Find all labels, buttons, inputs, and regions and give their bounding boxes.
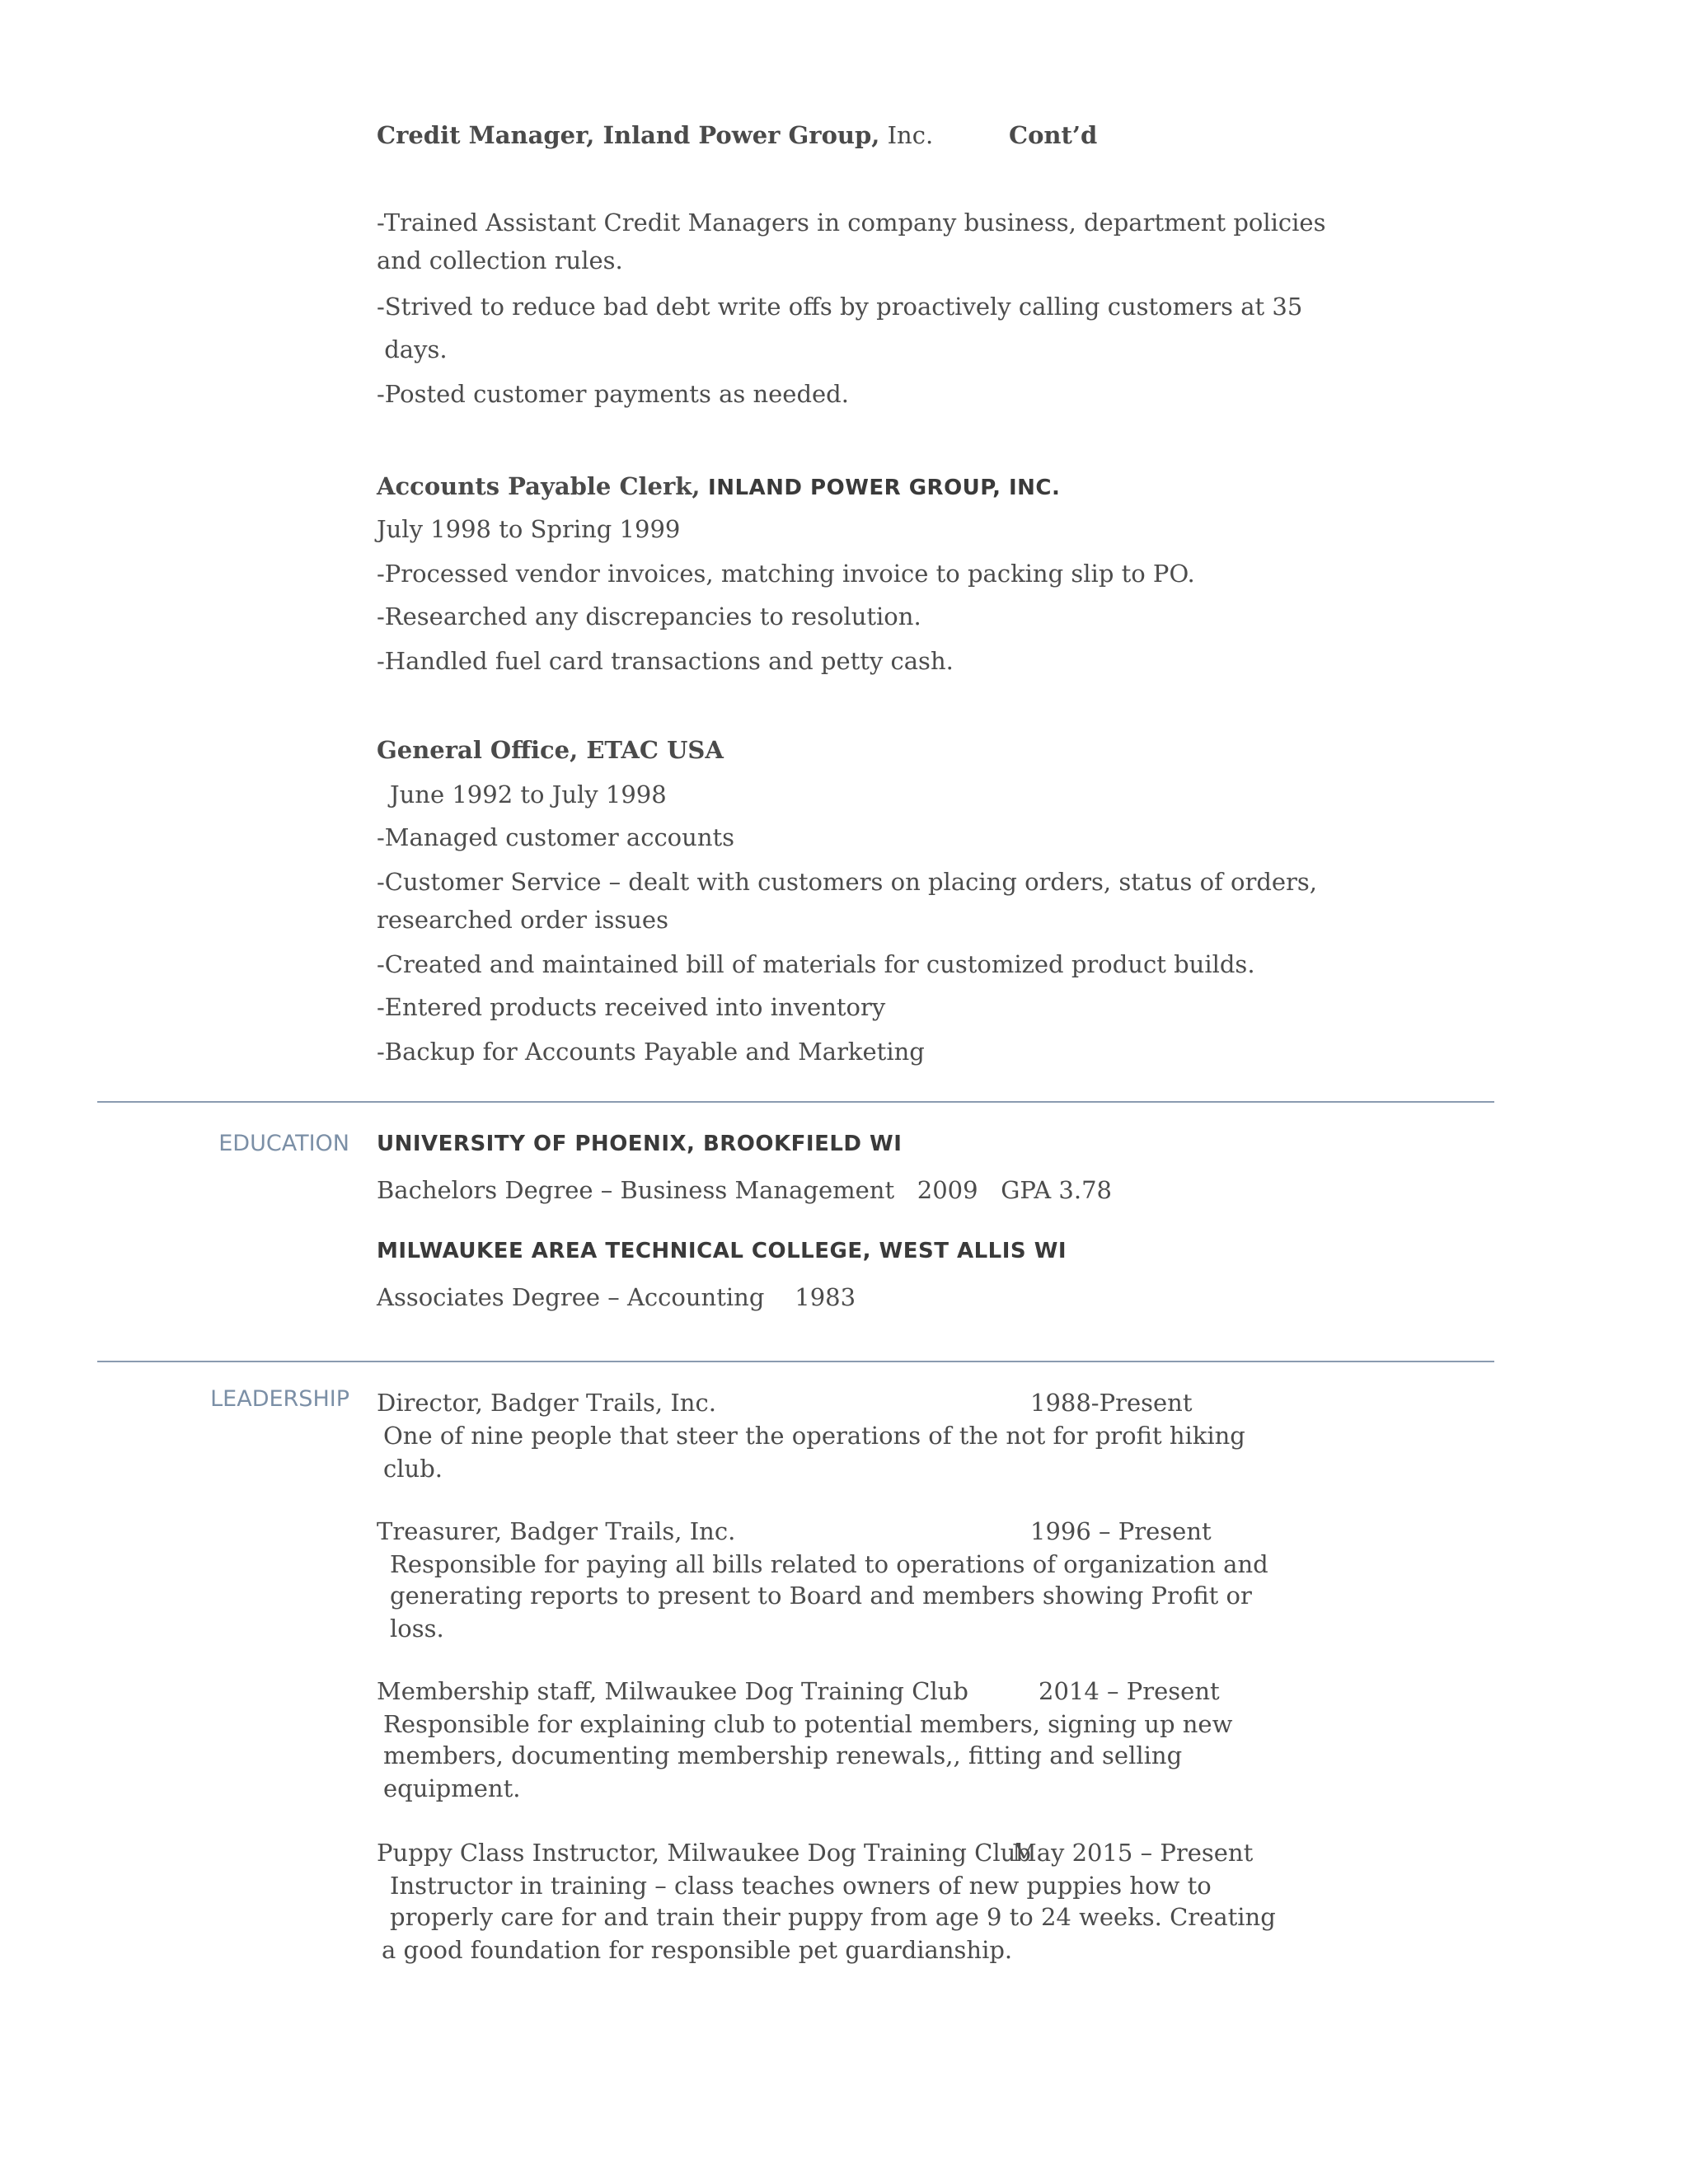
role-dates: May 2015 – Present	[1012, 1839, 1254, 1867]
bullet-line: -Entered products received into inventory	[377, 993, 886, 1021]
job-title-credit-manager	[377, 119, 933, 152]
degree-line: Associates Degree – Accounting 1983	[377, 1283, 856, 1311]
job-dates: June 1992 to July 1998	[390, 780, 667, 808]
job-title-bold: Credit Manager, Inland Power Group,	[377, 121, 880, 149]
role-dates: 2014 – Present	[1039, 1677, 1220, 1705]
bullet-line: -Processed vendor invoices, matching invoice to packing slip to PO.	[377, 560, 1195, 588]
section-divider	[97, 1101, 1494, 1103]
bullet-line: researched order issues	[377, 906, 668, 934]
role-description: equipment.	[383, 1774, 521, 1802]
job-dates: July 1998 to Spring 1999	[377, 515, 681, 543]
job-company: INLAND POWER GROUP, INC.	[700, 476, 1061, 500]
bullet-line: -Trained Assistant Credit Managers in company business, department policies	[377, 209, 1326, 237]
role-description: loss.	[390, 1615, 444, 1643]
role-title: Puppy Class Instructor, Milwaukee Dog Training Club	[377, 1839, 1031, 1867]
role-description: a good foundation for responsible pet guardianship.	[382, 1936, 1013, 1964]
job-title-accounts-payable	[377, 470, 1060, 504]
bullet-line: -Customer Service – dealt with customers on placing orders, status of orders,	[377, 868, 1318, 896]
school-name: UNIVERSITY OF PHOENIX, BROOKFIELD WI	[377, 1132, 903, 1156]
school-name: MILWAUKEE AREA TECHNICAL COLLEGE, WEST ALLIS WI	[377, 1239, 1067, 1263]
bullet-line: days.	[377, 335, 448, 363]
role-description: generating reports to present to Board and members showing Profit or	[390, 1582, 1252, 1610]
role-description: One of nine people that steer the operations of the not for profit hiking	[383, 1422, 1245, 1450]
role-description: Instructor in training – class teaches owners of new puppies how to	[390, 1872, 1212, 1900]
role-description: Responsible for explaining club to potential members, signing up new	[383, 1710, 1233, 1738]
bullet-line: and collection rules.	[377, 246, 623, 274]
job-title-general-office: General Office, ETAC USA	[377, 736, 724, 764]
role-dates: 1996 – Present	[1030, 1517, 1212, 1545]
role-title: Director, Badger Trails, Inc.	[377, 1389, 716, 1417]
bullet-line: -Researched any discrepancies to resolution.	[377, 602, 921, 630]
bullet-line: -Strived to reduce bad debt write offs by proactively calling customers at 35	[377, 293, 1303, 321]
role-description: members, documenting membership renewals,, fitting and selling	[383, 1741, 1183, 1769]
role-title: Membership staff, Milwaukee Dog Training Club	[377, 1677, 968, 1705]
degree-line: Bachelors Degree – Business Management 2009 GPA 3.78	[377, 1176, 1112, 1204]
bullet-line: -Backup for Accounts Payable and Marketing	[377, 1038, 925, 1066]
role-description: properly care for and train their puppy from age 9 to 24 weeks. Creating	[390, 1903, 1276, 1931]
role-description: club.	[383, 1455, 443, 1483]
continued-label: Cont’d	[1009, 121, 1098, 149]
section-label-leadership: LEADERSHIP	[210, 1386, 349, 1412]
job-title-bold: Accounts Payable Clerk,	[377, 472, 701, 500]
role-dates: 1988-Present	[1030, 1389, 1193, 1417]
section-divider	[97, 1361, 1494, 1362]
section-label-education: EDUCATION	[218, 1131, 349, 1156]
role-title: Treasurer, Badger Trails, Inc.	[377, 1517, 736, 1545]
bullet-line: -Handled fuel card transactions and petty cash.	[377, 647, 954, 675]
bullet-line: -Managed customer accounts	[377, 823, 735, 851]
job-title-suffix: Inc.	[879, 121, 934, 149]
bullet-line: -Created and maintained bill of materials for customized product builds.	[377, 950, 1255, 978]
role-description: Responsible for paying all bills related to operations of organization and	[390, 1550, 1268, 1578]
bullet-line: -Posted customer payments as needed.	[377, 380, 849, 408]
